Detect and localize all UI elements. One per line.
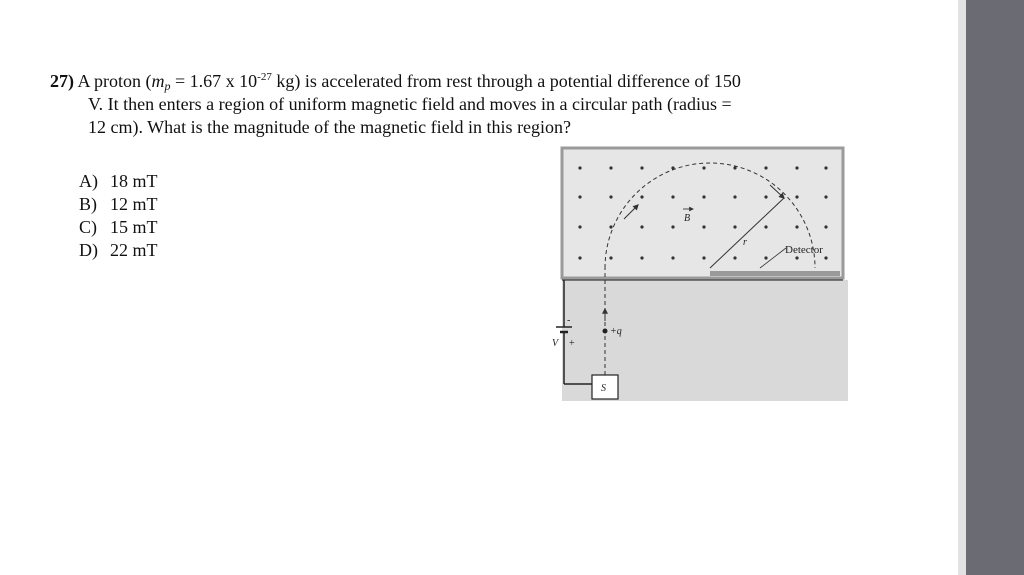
field-dot [578,225,581,228]
field-dot [671,256,674,259]
field-dot [578,166,581,169]
question-text-part: = 1.67 x 10 [170,71,258,91]
field-dot [640,195,643,198]
field-dot [640,225,643,228]
question-number: 27) [50,71,74,91]
mass-symbol: m [151,71,165,91]
field-dot [702,195,705,198]
field-dot [824,256,827,259]
battery-minus: - [567,315,571,326]
choice-letter: A) [79,171,98,191]
field-dot [702,225,705,228]
field-dot [824,166,827,169]
question-line-2: V. It then enters a region of uniform magnetic field and moves in a circular path (radius = [88,94,732,114]
choice-text: 22 mT [110,240,158,260]
field-dot [640,256,643,259]
question-text-part: kg) is accelerated from rest through a potential difference of 150 [271,71,741,91]
choice-c[interactable] [79,216,158,239]
field-dot [795,256,798,259]
field-dot [671,225,674,228]
field-dot [733,256,736,259]
choice-letter: B) [79,194,97,214]
field-dot [764,166,767,169]
field-dot [609,256,612,259]
field-dot [609,225,612,228]
voltage-label: V [552,338,559,349]
choice-text: 18 mT [110,171,158,191]
viewer-sidebar [966,0,1024,575]
battery-plus: + [569,338,575,349]
choice-letter: C) [79,217,97,237]
detector-label: Detector [785,244,823,256]
field-dot [578,195,581,198]
field-dot [795,225,798,228]
radius-label: r [743,237,747,248]
field-dot [671,195,674,198]
field-dot [640,166,643,169]
question-line-3: 12 cm). What is the magnitude of the magnetic field in this region? [88,117,572,137]
charge-dot [603,329,608,334]
field-label: B [684,213,691,224]
field-dot [733,195,736,198]
choice-b[interactable] [79,193,158,216]
charge-label: +q [610,326,622,337]
exponent: -27 [257,71,272,83]
field-dot [824,195,827,198]
field-dot [795,195,798,198]
source-label: S [601,383,606,394]
field-dot [764,256,767,259]
field-dot [733,166,736,169]
choice-a[interactable] [79,170,158,193]
field-dot [824,225,827,228]
choice-text: 15 mT [110,217,158,237]
question-line-1 [50,70,850,93]
mass-spectrometer-figure [552,143,848,401]
choice-text: 12 mT [110,194,158,214]
field-dot [609,195,612,198]
question-text [50,70,850,139]
field-dot [609,166,612,169]
field-dot [764,195,767,198]
field-dot [795,166,798,169]
question-text-part: A proton ( [77,71,152,91]
field-dot [702,256,705,259]
choice-letter: D) [79,240,98,260]
field-dot [578,256,581,259]
field-dot [764,225,767,228]
choice-d[interactable] [79,239,158,262]
field-dot [702,166,705,169]
field-dot [733,225,736,228]
page-edge [958,0,966,575]
mass-subscript: p [164,79,171,93]
answer-choices [79,170,158,262]
detector-plate [710,271,840,276]
